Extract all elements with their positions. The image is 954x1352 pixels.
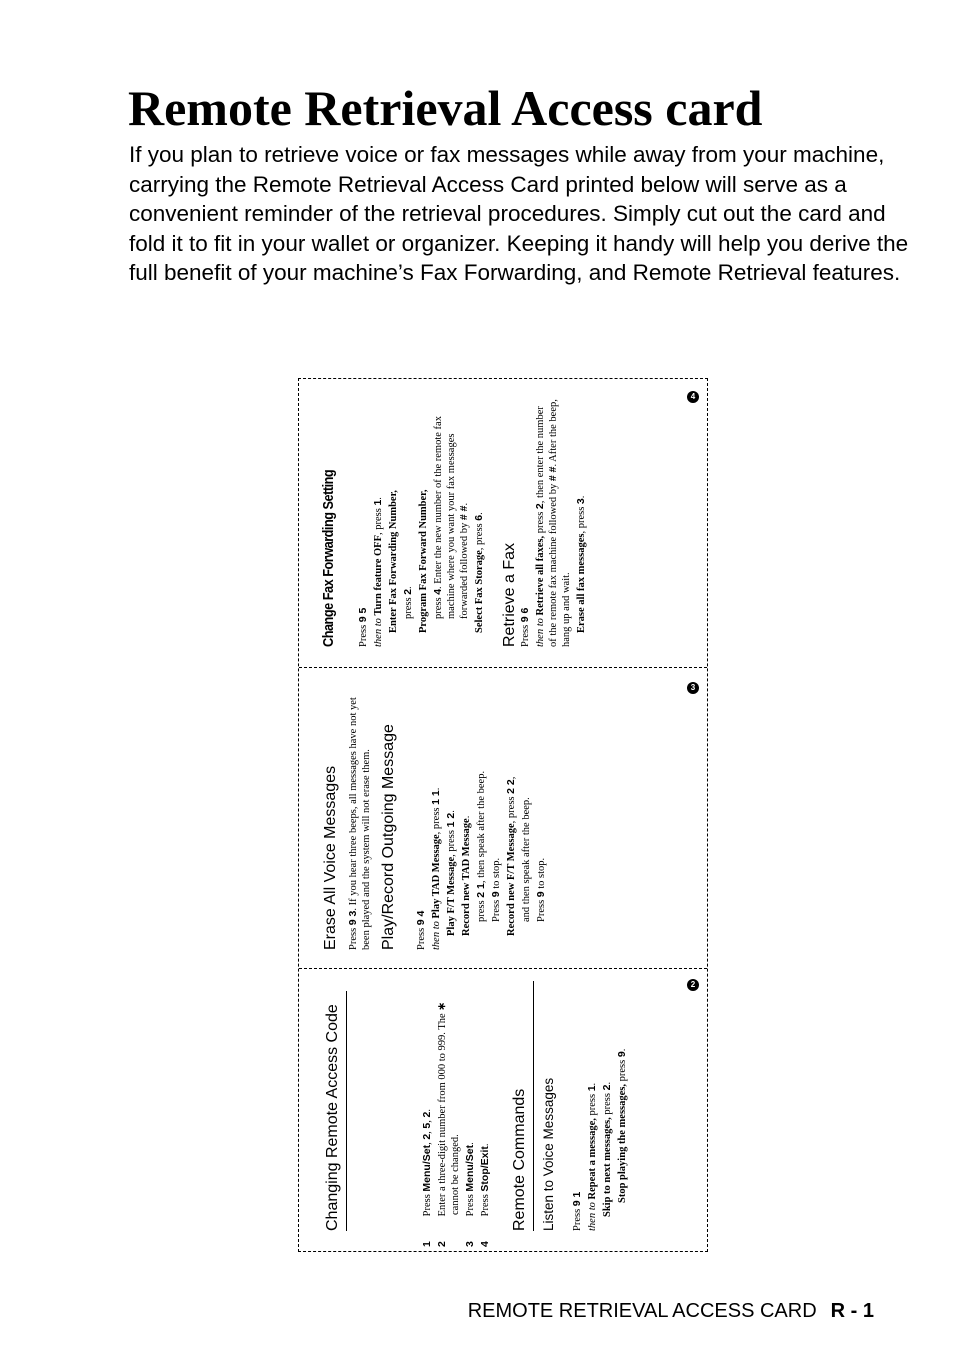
access-card xyxy=(298,378,708,1252)
footer-section: REMOTE RETRIEVAL ACCESS CARD xyxy=(467,1300,817,1322)
listen-voice-title: Listen to Voice Messages xyxy=(541,1077,556,1231)
panel-number-4: 4 xyxy=(687,391,699,403)
outgoing-message-title: Play/Record Outgoing Message xyxy=(380,724,397,950)
code-steps: 1 Press Menu/Set, 2, 5, 2. 2 Enter a three-digit number from 000 to 999. The ∗ cannot be changed. 3 Press Menu/Set. 4 Press Stop/Exit. xyxy=(421,1001,491,1247)
panel-number-3: 3 xyxy=(687,682,699,694)
page-number: R - 1 xyxy=(830,1300,874,1322)
page-footer xyxy=(468,1300,874,1323)
card-panel-4: Change Fax Forwarding Setting Press 9 5 then to Turn feature OFF, press 1. Enter Fax Forwarding Number, press 2. Program Fax Forward Number, press 4. Enter the new number of the remote fax machine where you want your fax messages forwarded followed by # #. Select Fax Storage, press 6. Retrieve a Fax Press 9 6 then to Retrieve all faxes, press 2, then enter the number of the remote fax machine followed by # #. After the beep, hang up and wait. Erase all fax messages, press 3. 4 xyxy=(299,379,709,667)
fax-forwarding-title: Change Fax Forwarding Setting xyxy=(320,469,337,647)
intro-paragraph: If you plan to retrieve voice or fax messages while away from your machine, carrying the Remote Retrieval Access Card printed below will serve as a convenient reminder of the retrieval procedures. Simply cut out the card and fold it to fit in your wallet or organizer. Keeping it handy will help you derive the full benefit of your machine’s Fax Forwarding, and Remote Retrieval features. xyxy=(129,142,909,285)
card-panel-2: Changing Remote Access Code 1 Press Menu/Set, 2, 5, 2. 2 Enter a three-digit number from 000 to 999. The ∗ cannot be changed. 3 Press Menu/Set. 4 Press Stop/Exit. Remote Commands Listen to Voice Messages Press 9 1 then to Repeat a message, press 1. Skip to next messages, press 2. Stop playing the messages, press 9. 2 xyxy=(299,969,709,1251)
remote-access-code-title: Changing Remote Access Code xyxy=(323,991,347,1231)
retrieve-fax-title: Retrieve a Fax xyxy=(501,542,518,647)
page-title: Remote Retrieval Access card xyxy=(128,80,763,136)
card-panel-3: Erase All Voice Messages Press 9 3. If you hear three beeps, all messages have not yet been played and the system will not erase them. Play/Record Outgoing Message Press 9 4 then to Play TAD Message, press 1 1. Play F/T Message, press 1 2. Record new TAD Message. press 2 1, then speak after the beep. Press 9 to stop. Record new F/T Message, press 2 2, and then speak after the beep. Press 9 to stop. 3 xyxy=(299,668,709,968)
erase-voice-title: Erase All Voice Messages xyxy=(322,765,339,950)
panel-number-2: 2 xyxy=(687,979,699,991)
remote-commands-title: Remote Commands xyxy=(510,981,534,1231)
